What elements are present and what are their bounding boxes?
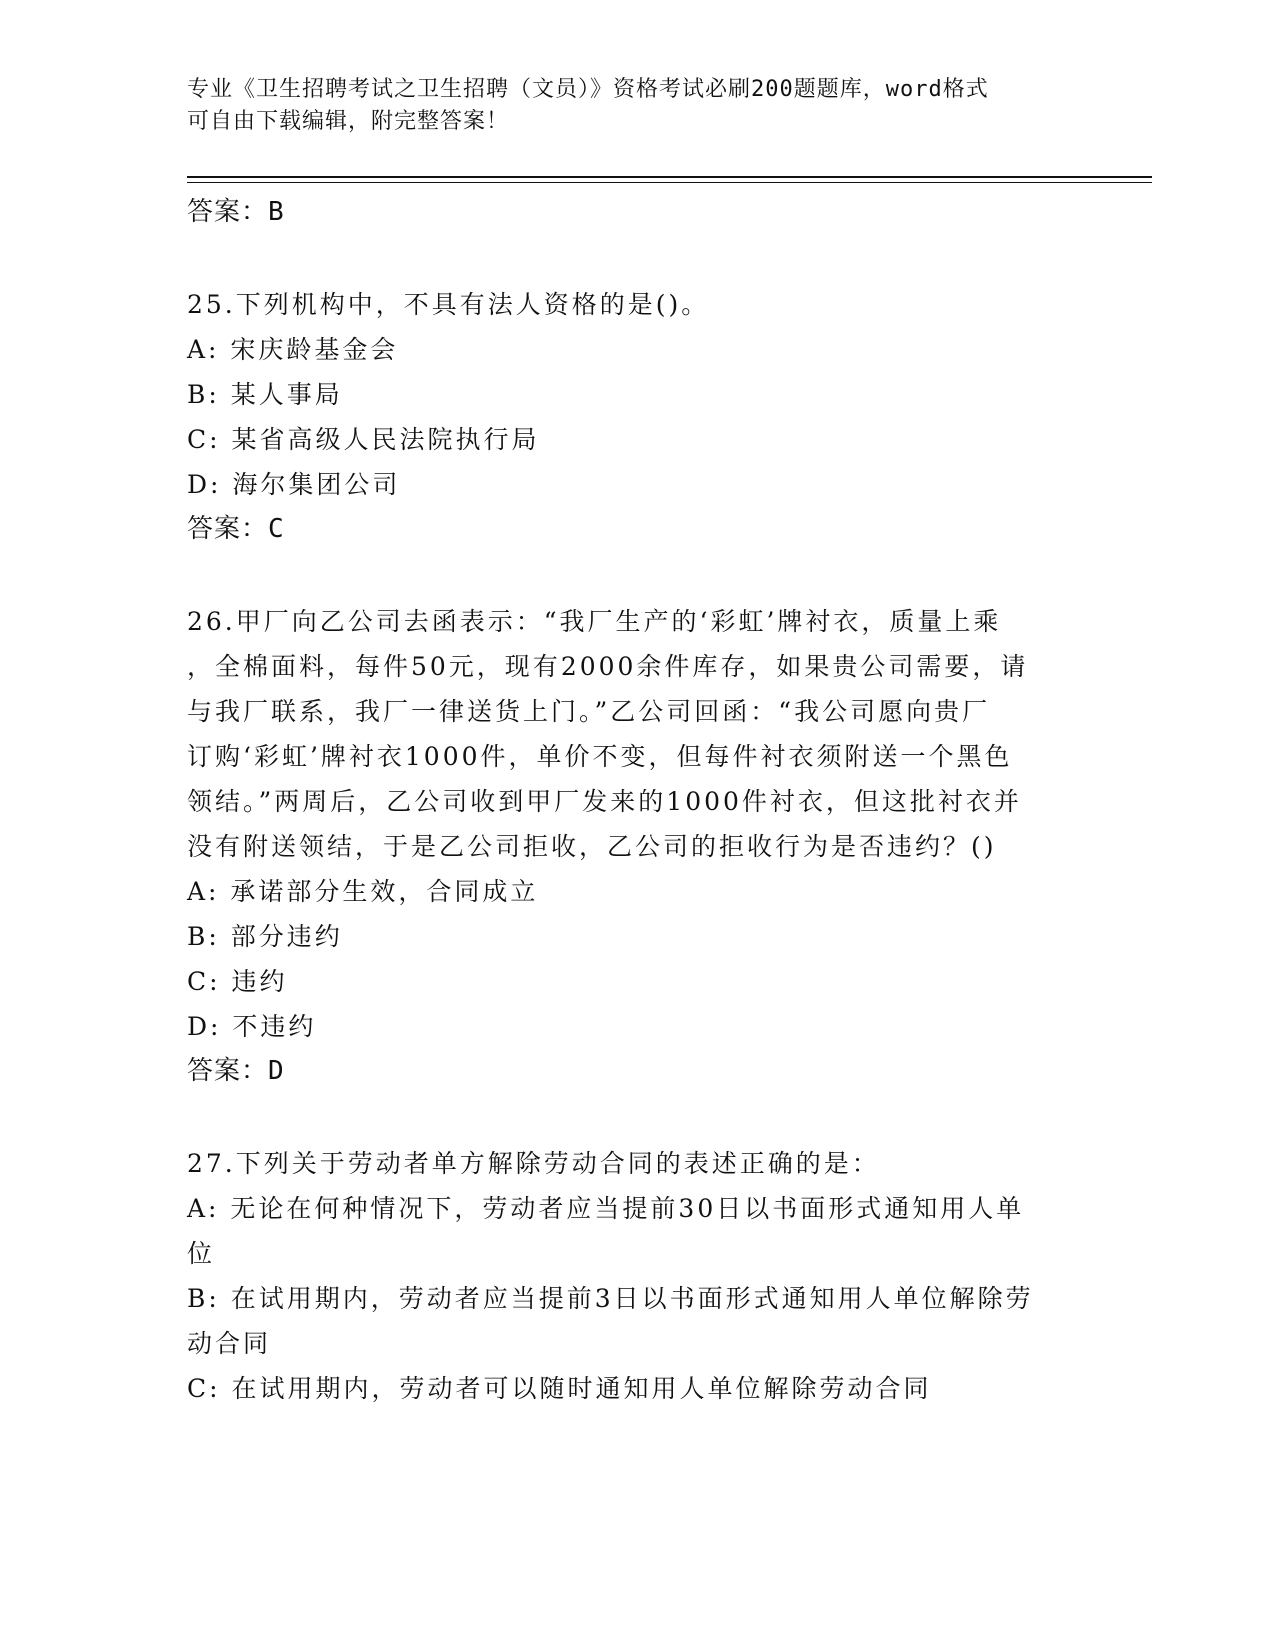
question-stem-line: 订购‘彩虹’牌衬衣1000件，单价不变，但每件衬衣须附送一个黑色 (187, 742, 1013, 771)
question-stem-line: 26.甲厂向乙公司去函表示：“我厂生产的‘彩虹’牌衬衣，质量上乘 (187, 607, 1002, 636)
option-a: A: 宋庆龄基金会 (187, 335, 399, 364)
option-d: D: 不违约 (187, 1012, 317, 1041)
spacer (187, 552, 1087, 599)
spacer (187, 1094, 1087, 1141)
answer-line: 答案：D (187, 1056, 285, 1086)
option-c: C: 某省高级人民法院执行局 (187, 425, 540, 454)
question-stem: 25.下列机构中，不具有法人资格的是()。 (187, 290, 710, 319)
document-body (187, 190, 1087, 1411)
header-line-1: 专业《卫生招聘考试之卫生招聘（文员）》资格考试必刷200题题库，word格式 (187, 77, 989, 102)
option-d: D: 海尔集团公司 (187, 470, 401, 499)
question-25 (187, 282, 1087, 552)
answer-line: 答案：C (187, 514, 285, 544)
option-a-line: A: 无论在何种情况下，劳动者应当提前30日以书面形式通知用人单 (187, 1194, 1025, 1223)
document-header (187, 74, 1067, 138)
option-c-line: C: 在试用期内，劳动者可以随时通知用人单位解除劳动合同 (187, 1374, 932, 1403)
question-stem: 27.下列关于劳动者单方解除劳动合同的表述正确的是： (187, 1149, 880, 1178)
option-c: C: 违约 (187, 967, 288, 996)
option-a: A: 承诺部分生效，合同成立 (187, 877, 539, 906)
header-divider-thick (187, 176, 1152, 178)
spacer (187, 235, 1087, 282)
header-line-2: 可自由下载编辑，附完整答案！ (187, 109, 510, 134)
option-a-line: 位 (187, 1239, 216, 1268)
option-b: B: 某人事局 (187, 380, 343, 409)
question-27 (187, 1141, 1087, 1411)
question-stem-line: 没有附送领结，于是乙公司拒收，乙公司的拒收行为是否违约？() (187, 832, 997, 861)
previous-answer: 答案：B (187, 197, 285, 227)
option-b-line: 动合同 (187, 1329, 272, 1358)
header-divider-thin (187, 182, 1152, 183)
option-b-line: B: 在试用期内，劳动者应当提前3日以书面形式通知用人单位解除劳 (187, 1284, 1034, 1313)
question-stem-line: ，全棉面料，每件50元，现有2000余件库存，如果贵公司需要，请 (187, 652, 1029, 681)
question-26 (187, 599, 1087, 1094)
question-stem-line: 领结。”两周后，乙公司收到甲厂发来的1000件衬衣，但这批衬衣并 (187, 787, 1022, 816)
option-b: B: 部分违约 (187, 922, 343, 951)
question-stem-line: 与我厂联系，我厂一律送货上门。”乙公司回函：“我公司愿向贵厂 (187, 697, 991, 726)
